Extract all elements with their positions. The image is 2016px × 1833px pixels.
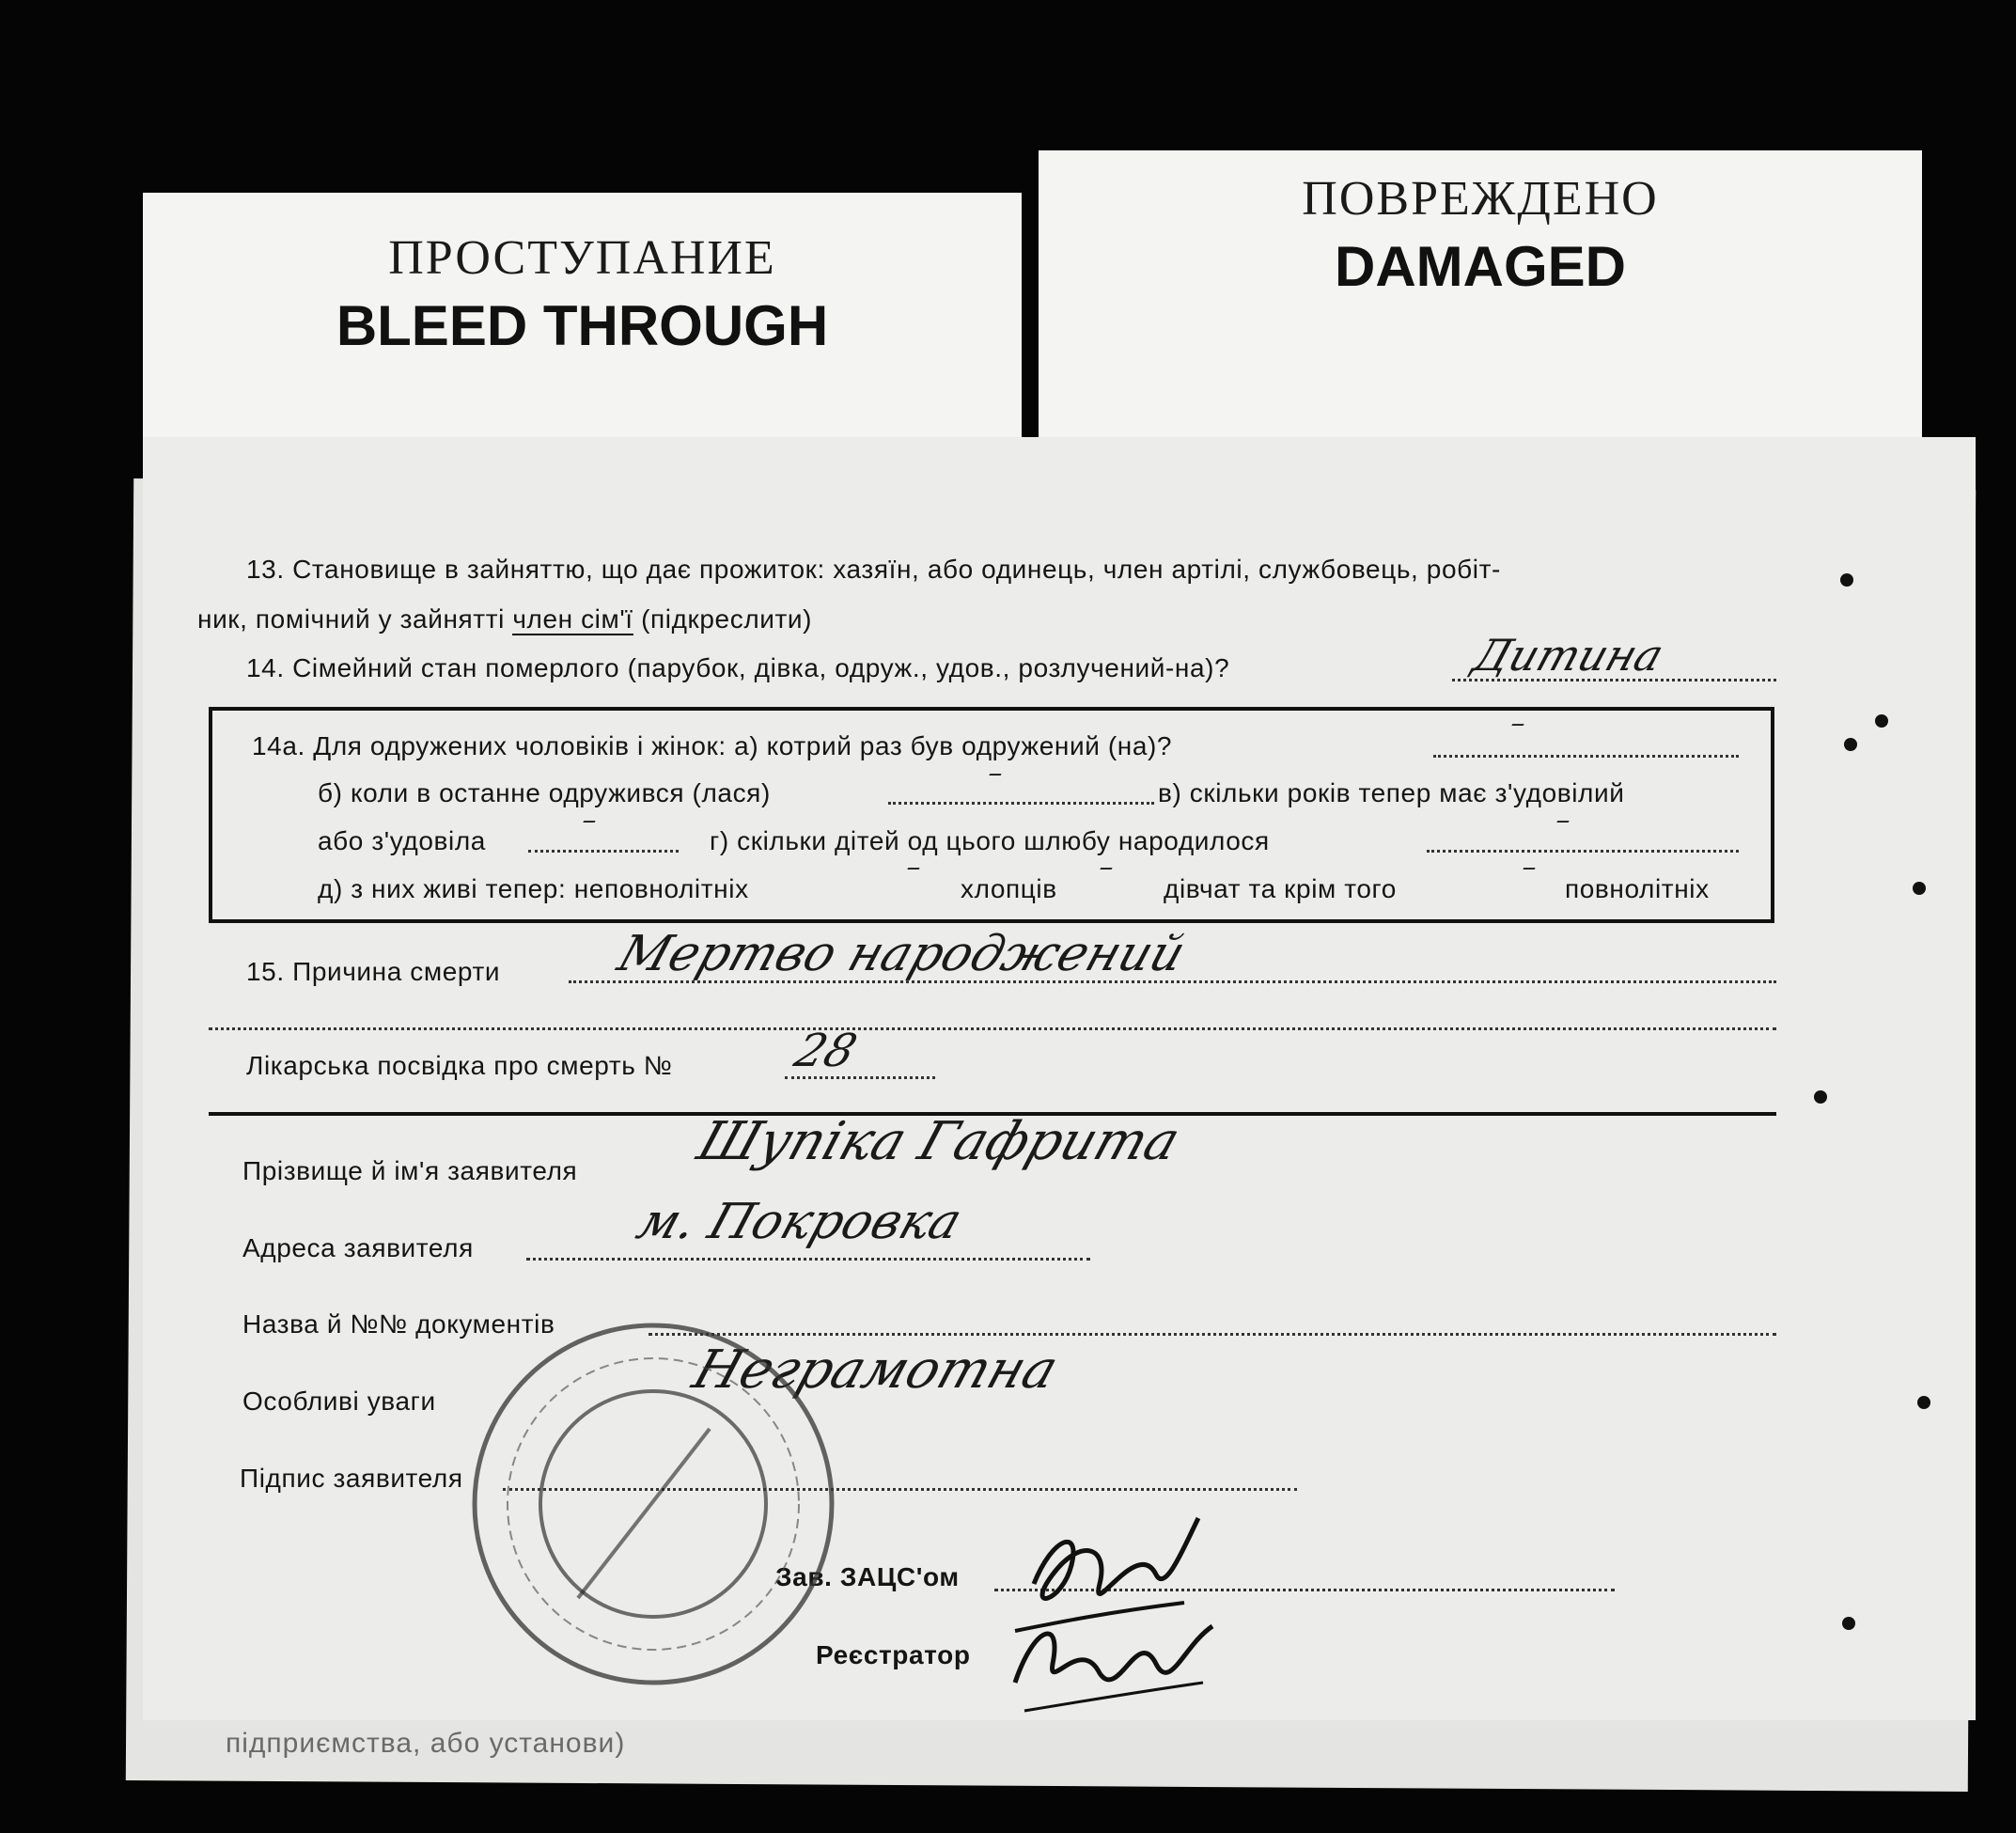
q14a-d-minors-answer: – <box>901 851 927 884</box>
notes-label: Особливі уваги <box>242 1386 436 1416</box>
applicant-name-answer: Шупіка Гафрита <box>690 1111 1188 1172</box>
damaged-label <box>1039 150 1922 475</box>
q15-answer: Мертво народжений <box>611 926 1193 982</box>
q14a-girls-answer: – <box>1517 851 1542 884</box>
q14a-abo-dotted <box>528 850 679 853</box>
q13-line2 <box>197 604 812 634</box>
head-zags-label: Зав. ЗАЦС'ом <box>775 1562 960 1591</box>
q14-label: 14. Сімейний стан померлого (парубок, дівка, одруж., удов., розлучений-на)? <box>246 653 1230 682</box>
q14a-adults-label: повнолітніх <box>1565 874 1710 903</box>
damaged-en: DAMAGED <box>1335 235 1626 298</box>
q14a-boys-answer: – <box>1094 851 1119 884</box>
q14a-g-label: г) скільки дітей од цього шлюбу народилося <box>710 826 1270 855</box>
q13-suffix: (підкреслити) <box>641 604 813 634</box>
q13-prefix: ник, помічний у зайнятті <box>197 604 505 634</box>
q14a-abo-label: або з'удовіла <box>318 826 486 855</box>
applicant-name-label: Прізвище й ім'я заявителя <box>242 1156 578 1185</box>
q14a-b-answer: – <box>983 757 1008 790</box>
q14a-boys-label: хлопців <box>961 874 1057 903</box>
applicant-address-dotted <box>526 1258 1090 1261</box>
q14a-b-label: б) коли в останне одружився (лася) <box>318 778 771 807</box>
bleed-through-label <box>143 193 1022 465</box>
q14a-girls-label: дівчат та крім того <box>1164 874 1397 903</box>
q13-underlined-option: член сім'ї <box>512 604 633 634</box>
q15-dotted-2 <box>209 1027 1776 1030</box>
notes-answer: Неграмотна <box>685 1340 1066 1401</box>
punch-mark <box>1844 738 1857 751</box>
q15-label: 15. Причина смерти <box>246 957 501 986</box>
q14a-abo-answer: – <box>577 804 602 837</box>
q14a-g-dotted <box>1427 850 1739 853</box>
q14-answer: Дитина <box>1467 630 1670 681</box>
q13-line1: 13. Становище в зайняттю, що дає прожиток: хазяїн, або одинець, член артілі, службовець, робіт- <box>246 555 1501 584</box>
applicant-address-answer: м. Покровка <box>630 1194 969 1250</box>
med-cert-label: Лікарська посвідка про смерть № <box>246 1051 673 1080</box>
q14a-a-answer: – <box>1506 707 1531 740</box>
q14a-v-label: в) скільки років тепер має з'удовілий <box>1158 778 1625 807</box>
bleed-through-ru: ПРОСТУПАНИЕ <box>388 231 776 285</box>
punch-mark <box>1913 882 1926 895</box>
signature-label: Підпис заявителя <box>240 1464 463 1493</box>
punch-mark <box>1840 573 1853 587</box>
bleed-through-en: BLEED THROUGH <box>336 294 829 357</box>
damaged-ru: ПОВРЕЖДЕНО <box>1302 172 1659 226</box>
punch-mark <box>1814 1090 1827 1104</box>
q14a-b-dotted <box>888 802 1154 805</box>
registrar-signature <box>996 1598 1231 1739</box>
punch-mark <box>1875 714 1888 728</box>
q14a-d-label: д) з них живі тепер: неповнолітніх <box>318 874 749 903</box>
punch-mark <box>1917 1396 1930 1409</box>
official-seal <box>465 1316 841 1692</box>
registrar-label: Реєстратор <box>816 1640 971 1669</box>
q14a-line1: 14а. Для одружених чоловіків і жінок: а) котрий раз був одружений (на)? <box>252 731 1173 760</box>
punch-mark <box>1842 1617 1855 1630</box>
documents-label: Назва й №№ документів <box>242 1309 555 1339</box>
applicant-address-label: Адреса заявителя <box>242 1233 474 1262</box>
q14a-a-dotted <box>1433 755 1739 758</box>
med-cert-answer: 28 <box>788 1025 864 1077</box>
q14a-g-answer: – <box>1551 804 1576 837</box>
underlying-fragment: підприємства, або установи) <box>226 1728 626 1759</box>
